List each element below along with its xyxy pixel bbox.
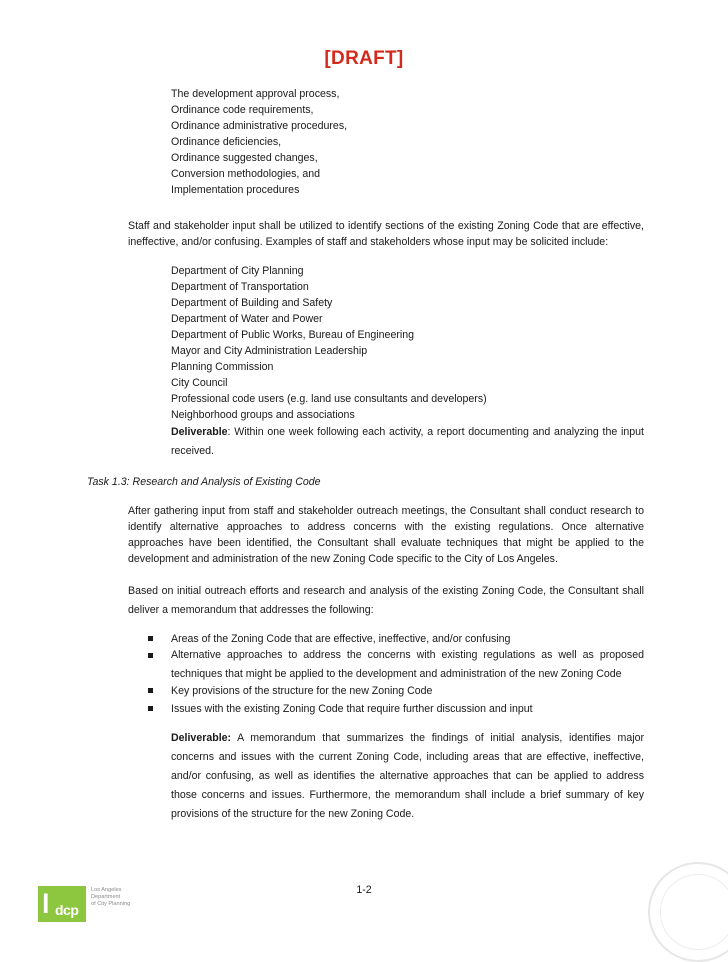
- list-item: Department of Transportation: [171, 281, 309, 293]
- task-heading: Task 1.3: Research and Analysis of Existing Code: [87, 476, 321, 488]
- logo-line: of City Planning: [91, 901, 131, 907]
- list-item: Ordinance administrative procedures,: [171, 120, 348, 132]
- square-bullet-icon: [148, 636, 153, 641]
- list-item: Ordinance deficiencies,: [171, 136, 282, 148]
- bullet-text: Areas of the Zoning Code that are effective, ineffective, and/or confusing: [171, 633, 511, 645]
- stakeholder-intro: Staff and stakeholder input shall be utilized to identify sections of the existing Zoning Code that are effective, ineffective, and/or confusing. Examples of staff and stakeholders whose input may be solicited include:: [128, 220, 644, 248]
- draft-label: [DRAFT]: [324, 48, 404, 69]
- list-item: Ordinance suggested changes,: [171, 152, 318, 164]
- city-seal-icon: [648, 862, 728, 962]
- bullet-text: Issues with the existing Zoning Code that require further discussion and input: [171, 703, 533, 715]
- square-bullet-icon: [148, 653, 153, 658]
- bullet-item: [171, 701, 644, 717]
- logo-line: Department: [91, 894, 121, 900]
- process-list: [171, 86, 644, 198]
- bullet-text: Key provisions of the structure for the new Zoning Code: [171, 685, 433, 697]
- logo-line: Los Angeles: [91, 887, 122, 893]
- deliverable-1: [171, 423, 644, 461]
- deliverable-text: : Within one week following each activity, a report documenting and analyzing the input received.: [171, 426, 644, 457]
- ldcp-logo: [38, 886, 138, 922]
- seal-inner-ring: [660, 874, 728, 950]
- list-item: Professional code users (e.g. land use consultants and developers): [171, 393, 487, 405]
- list-item: Mayor and City Administration Leadership: [171, 345, 368, 357]
- deliverable-label: Deliverable:: [171, 732, 232, 744]
- ldcp-logo-icon: l dcp: [38, 886, 86, 922]
- page-number: 1-2: [356, 884, 372, 896]
- list-item: City Council: [171, 377, 228, 389]
- list-item: Department of Public Works, Bureau of Engineering: [171, 329, 414, 341]
- deliverable-text: A memorandum that summarizes the findings of initial analysis, identifies major concerns and issues with the current Zoning Code, including areas that are effective, ineffective, and/or confusing, as well as identifies the alternative approaches that can be applied to address those concerns and issues. Furthermore, the memorandum shall include a brief summary of key provisions of the structure for the new Zoning Code.: [171, 732, 644, 820]
- deliverable-label: Deliverable: [171, 426, 228, 438]
- list-item: Department of Building and Safety: [171, 297, 333, 309]
- stakeholder-list: [171, 263, 644, 423]
- research-paragraph: After gathering input from staff and stakeholder outreach meetings, the Consultant shall conduct research to identify alternative approaches to address concerns with the existing regulations. Once alternative approaches have been identified, the Consultant shall evaluate techniques that might be applied to the development and administration of the new Zoning Code specific to the City of Los Angeles.: [128, 505, 644, 565]
- square-bullet-icon: [148, 706, 153, 711]
- list-item: The development approval process,: [171, 88, 340, 100]
- memo-bullet-list: [171, 631, 644, 717]
- list-item: Department of City Planning: [171, 265, 304, 277]
- bullet-item: [171, 646, 644, 684]
- list-item: Neighborhood groups and associations: [171, 409, 355, 421]
- list-item: Ordinance code requirements,: [171, 104, 314, 116]
- list-item: Implementation procedures: [171, 184, 300, 196]
- bullet-text: Alternative approaches to address the concerns with existing regulations as well as proposed techniques that might be applied to the development and administration of the new Zoning Code: [171, 649, 644, 680]
- list-item: Department of Water and Power: [171, 313, 323, 325]
- list-item: Planning Commission: [171, 361, 274, 373]
- square-bullet-icon: [148, 688, 153, 693]
- bullet-item: [171, 631, 644, 647]
- logo-org-name: [91, 887, 130, 908]
- bullet-item: [171, 683, 644, 699]
- list-item: Conversion methodologies, and: [171, 168, 320, 180]
- outreach-paragraph: Based on initial outreach efforts and research and analysis of the existing Zoning Code, the Consultant shall deliver a memorandum that addresses the following:: [128, 585, 644, 616]
- deliverable-2: [171, 729, 644, 824]
